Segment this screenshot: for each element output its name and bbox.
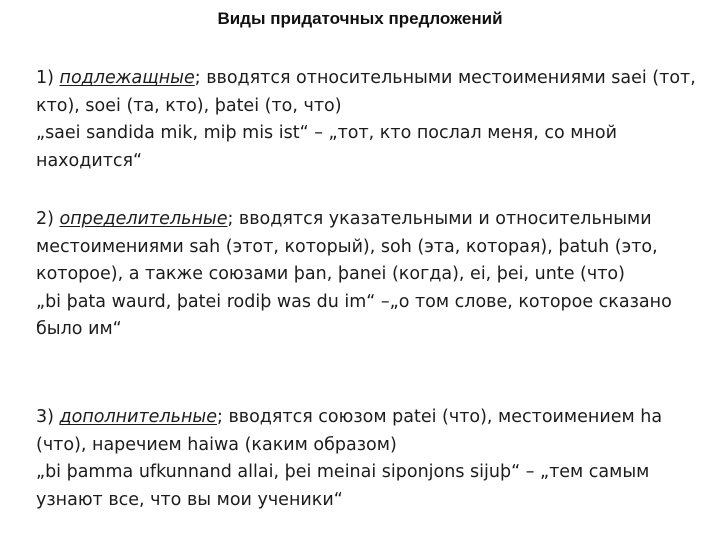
section-description: ; вводятся союзом patei (что), местоимением ha (что), наречием haiwa (каким образом)	[36, 407, 663, 455]
section-term: дополнительные	[59, 407, 217, 427]
section-example: „bi þata waurd, þatei rodiþ was du im“ –„о том слове, которое сказано было им“	[36, 291, 672, 339]
section-definition	[36, 404, 706, 459]
section-description: ; вводятся указательными и относительными местоимениями sah (этот, который), soh (эта, которая), þatuh (это, которое), а также союзами þan, þanei (когда), ei, þei, unte (что)	[36, 209, 658, 284]
section-term: определительные	[59, 209, 228, 229]
section-example: „bi þamma ufkunnand allai, þei meinai siponjons sijuþ“ – „тем самым узнают все, что вы мои ученики“	[36, 462, 650, 510]
slide-title: Виды придаточных предложений	[217, 9, 503, 28]
section-number: 1)	[36, 68, 60, 88]
section-definition	[36, 206, 706, 289]
section-description: ; вводятся относительными местоимениями saei (тот, кто), soei (та, кто), þatei (то, что)	[36, 68, 696, 116]
section-example: „saei sandida mik, miþ mis ist“ – „тот, кто послал меня, со мной находится“	[36, 123, 617, 171]
section-definition	[36, 65, 706, 120]
section-subject-clauses	[36, 65, 706, 175]
section-term: подлежащные	[59, 68, 195, 88]
section-attributive-clauses	[36, 206, 706, 344]
section-number: 3)	[36, 407, 60, 427]
section-object-clauses	[36, 404, 706, 514]
section-number: 2)	[36, 209, 60, 229]
